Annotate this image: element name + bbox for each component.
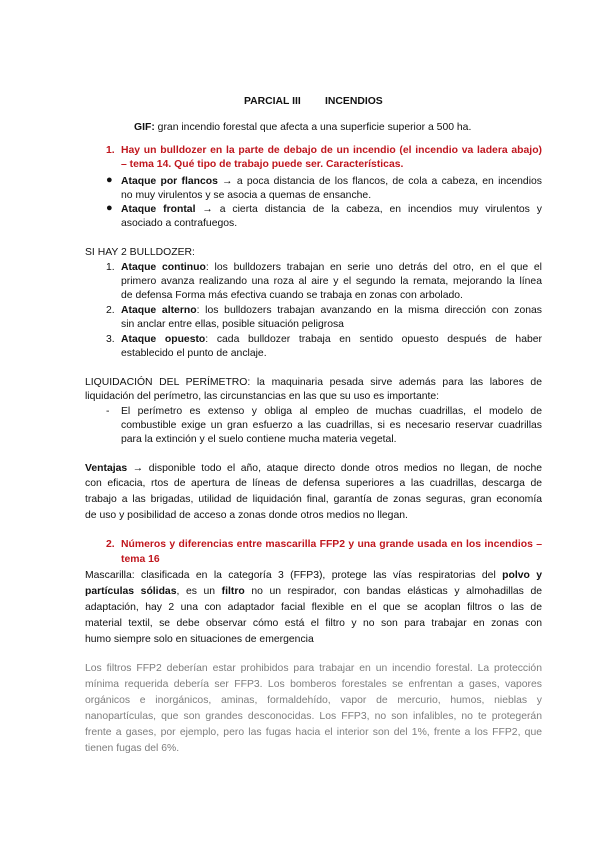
- gif-label: GIF:: [134, 122, 155, 133]
- gif-text: gran incendio forestal que afecta a una superficie superior a 500 ha.: [157, 122, 472, 133]
- mascarilla-line: [85, 569, 542, 582]
- liquidacion-sub-line: combustible exige un gran esfuerzo a las cuadrillas, si es necesario reservar cuadrillas: [121, 420, 542, 431]
- list-number: 3.: [106, 334, 115, 345]
- ataque-continuo-line: [121, 261, 542, 274]
- liquidacion-sub-line: El perímetro es extenso y obliga al empleo de muchas cuadrillas, el modelo de: [121, 406, 542, 417]
- ataque-alterno-text: : los bulldozers trabajan avanzando en la misma dirección con zonas: [196, 305, 542, 316]
- ataque-opuesto-text: : cada bulldozer trabaja en sentido opuesto después de haber: [205, 334, 542, 345]
- list-number: 1.: [106, 262, 115, 273]
- question-1-line: – tema 14. Qué tipo de trabajo puede ser. Características.: [121, 159, 404, 170]
- liquidacion-line: LIQUIDACIÓN DEL PERÍMETRO: la maquinaria pesada sirve además para las labores de: [85, 377, 542, 388]
- course-title: PARCIAL III: [244, 96, 301, 107]
- ventajas-label: Ventajas: [85, 463, 128, 474]
- note-line: Los filtros FFP2 deberían estar prohibidos para trabajar en un incendio forestal. La protección: [85, 663, 542, 674]
- ataque-alterno-line: [121, 304, 542, 317]
- ataque-opuesto-line: establecido el punto de anclaje.: [121, 348, 267, 359]
- note-line: nanopartículas, que son grandes desconocidas. Los FFP3, no son infalibles, no te protegerán: [85, 711, 542, 722]
- mascarilla-line: [85, 585, 542, 598]
- bullet-frontal-label: Ataque frontal: [121, 204, 196, 215]
- ataque-continuo-line: primero avanza realizando una roza al aire y el segundo la remata, mejorando la línea: [121, 276, 542, 287]
- ataque-opuesto-line: [121, 333, 542, 346]
- ventajas-line: de uso y posibilidad de acceso a zonas donde otros medios no llegan.: [85, 510, 408, 521]
- question-1-line: Hay un bulldozer en la parte de debajo de un incendio (el incendio va ladera abajo): [121, 145, 542, 156]
- mascarilla-line: material textil, se debe observar cómo está el filtro y no son para trabajar en zonas con: [85, 618, 542, 629]
- gif-definition: [134, 121, 471, 134]
- ventajas-line: trabajo a las brigadas, utilidad de liquidación final, garantía de zonas seguras, gran economía: [85, 494, 542, 505]
- mascarilla-text: Mascarilla: clasificada en la categoría 3 (FFP3), protege las vías respiratorias del: [85, 570, 496, 581]
- mascarilla-bold: partículas sólidas: [85, 586, 177, 597]
- note-line: tienen fugas del 6%.: [85, 743, 180, 754]
- ataque-alterno-label: Ataque alterno: [121, 305, 197, 316]
- ataque-continuo-label: Ataque continuo: [121, 262, 206, 273]
- liquidacion-sub-line: para la extinción y el suelo contiene mucha materia vegetal.: [121, 434, 397, 445]
- question-2-line: tema 16: [121, 554, 160, 565]
- mascarilla-text: , es un: [176, 586, 216, 597]
- mascarilla-line: adaptación, hay 2 una con adaptador facial flexible en el que se acoplan filtros o las de: [85, 602, 542, 613]
- question-1-number: 1.: [106, 145, 115, 156]
- question-2-line: Números y diferencias entre mascarilla FFP2 y una grande usada en los incendios –: [121, 539, 542, 550]
- mascarilla-bold: filtro: [221, 586, 245, 597]
- bullet-frontal-line: asociado a contrafuegos.: [121, 218, 238, 229]
- bullet-frontal-text: → a cierta distancia de la cabeza, en incendios muy virulentos y: [202, 204, 542, 215]
- list-number: 2.: [106, 305, 115, 316]
- mascarilla-line: humo siempre solo en situaciones de emergencia: [85, 634, 314, 645]
- topic-title: INCENDIOS: [325, 96, 383, 107]
- ataque-continuo-text: : los bulldozers trabajan en serie uno detrás del otro, en el que el: [205, 262, 542, 273]
- bullet-frontal-line: [121, 203, 542, 216]
- bullet-flancos-label: Ataque por flancos: [121, 176, 218, 187]
- mascarilla-bold: polvo y: [502, 570, 543, 581]
- bullet-marker: ●: [106, 202, 113, 214]
- ventajas-line: [85, 462, 542, 475]
- bullet-marker: ●: [106, 174, 113, 186]
- note-line: orgánicos e inorgánicos, aminas, formaldehído, vapor de mercurio, humos, nieblas y: [85, 695, 542, 706]
- dash-marker: -: [106, 406, 110, 417]
- ventajas-line: con eficacia, rtos de apertura de líneas de defensa superiores a las cuadrillas, descarga de: [85, 478, 542, 489]
- two-bulldozer-heading: SI HAY 2 BULLDOZER:: [85, 247, 195, 258]
- liquidacion-line: liquidación del perímetro, las circunstancias en las que su uso es importante:: [85, 391, 440, 402]
- bullet-flancos-line: [121, 175, 542, 188]
- ventajas-text: → disponible todo el año, ataque directo donde otros medios no llegan, de noche: [132, 463, 543, 474]
- bullet-flancos-line: no muy virulentos y se asocia a quemas de ensanche.: [121, 190, 372, 201]
- ataque-continuo-line: de defensa Forma más efectiva cuando se trabaja en zonas con arbolado.: [121, 290, 463, 301]
- bullet-flancos-text: → a poca distancia de los flancos, de cola a cabeza, en incendios: [222, 176, 542, 187]
- note-line: frente a gases, por ejemplo, pero las fugas hacia el interior son del 1%, frente a los FFP2, que: [85, 727, 542, 738]
- question-2-number: 2.: [106, 539, 115, 550]
- mascarilla-text: no un respirador, con bandas elásticas y almohadillas de: [251, 586, 543, 597]
- ataque-opuesto-label: Ataque opuesto: [121, 334, 206, 345]
- ataque-alterno-line: sin anclar entre ellas, posible situación peligrosa: [121, 319, 344, 330]
- note-line: mínima requerida debería ser FFP3. Los bomberos forestales se enfrentan a gases, vapores: [85, 679, 542, 690]
